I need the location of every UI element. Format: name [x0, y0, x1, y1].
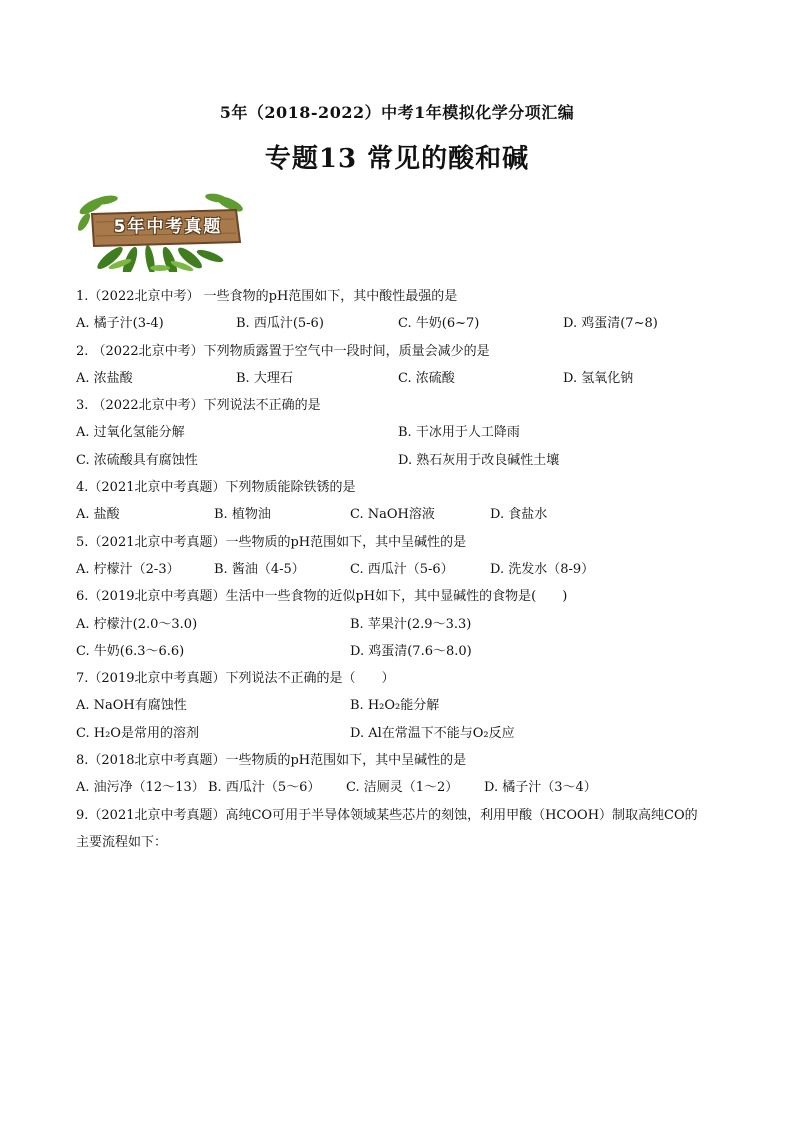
question-stem: 2. （2022北京中考）下列物质露置于空气中一段时间，质量会减少的是: [76, 343, 490, 359]
option-row: [76, 447, 726, 474]
option-b: B. 苹果汁(2.9～3.3): [350, 616, 472, 632]
option-d: D. 食盐水: [490, 507, 548, 523]
option-d: D. 氢氧化钠: [563, 370, 634, 386]
option-a: A. 橘子汁(3-4): [76, 316, 164, 332]
option-d: D. Al在常温下不能与O₂反应: [350, 725, 515, 741]
option-c: C. 浓硫酸具有腐蚀性: [76, 452, 198, 468]
option-d: D. 橘子汁（3～4）: [484, 780, 597, 796]
option-row: [76, 556, 726, 583]
document-title: 专题13 常见的酸和碱: [264, 144, 530, 174]
section-banner: [70, 192, 250, 272]
option-row: [76, 720, 726, 747]
question-stem: 8.（2018北京中考真题）一些物质的pH范围如下，其中呈碱性的是: [76, 753, 467, 769]
option-c: C. 牛奶(6.3～6.6): [76, 643, 185, 659]
option-row: [76, 365, 726, 392]
option-a: A. 过氧化氢能分解: [76, 425, 185, 441]
question-stem-continuation: 主要流程如下：: [76, 834, 168, 850]
option-row: [76, 419, 726, 446]
question-stem: 1.（2022北京中考） 一些食物的pH范围如下，其中酸性最强的是: [76, 289, 458, 304]
option-c: C. 牛奶(6~7): [398, 316, 480, 332]
option-d: D. 鸡蛋清(7.6～8.0): [350, 643, 472, 659]
document-subtitle: 5年（2018-2022）中考1年模拟化学分项汇编: [219, 103, 575, 122]
option-b: B. 植物油: [214, 507, 271, 523]
option-d: D. 洗发水（8-9）: [490, 561, 595, 577]
option-b: B. 西瓜汁（5～6）: [208, 780, 321, 796]
question-stem: 9.（2021北京中考真题）高纯CO可用于半导体领域某些芯片的刻蚀，利用甲酸（HCOOH）制取高纯CO的: [76, 807, 698, 823]
option-row: [76, 501, 726, 528]
option-b: B. H₂O₂能分解: [350, 698, 440, 714]
option-b: B. 大理石: [236, 370, 293, 386]
question-stem: 7.（2019北京中考真题）下列说法不正确的是（ ）: [76, 671, 395, 687]
option-c: C. 西瓜汁（5-6）: [350, 561, 454, 577]
option-a: A. 柠檬汁(2.0～3.0): [76, 616, 198, 632]
option-b: B. 酱油（4-5）: [214, 561, 305, 577]
question-stem: 6.（2019北京中考真题）生活中一些食物的近似pH如下，其中显碱性的食物是( ): [76, 589, 568, 605]
option-a: A. 浓盐酸: [76, 370, 133, 386]
option-d: D. 鸡蛋清(7~8): [563, 316, 658, 332]
question-stem: 5.（2021北京中考真题）一些物质的pH范围如下，其中呈碱性的是: [76, 534, 467, 550]
option-row: [76, 611, 726, 638]
banner-label: 5年中考真题: [113, 217, 223, 237]
option-row: [76, 638, 726, 665]
option-b: B. 西瓜汁(5-6): [236, 316, 324, 332]
option-c: C. H₂O是常用的溶剂: [76, 725, 199, 741]
option-b: B. 干冰用于人工降雨: [398, 425, 520, 441]
question-stem: 3. （2022北京中考）下列说法不正确的是: [76, 398, 321, 414]
option-a: A. 盐酸: [76, 507, 120, 523]
option-c: C. 浓硫酸: [398, 370, 455, 386]
option-a: A. 柠檬汁（2-3）: [76, 561, 180, 577]
option-row: [76, 774, 726, 801]
option-c: C. 洁厕灵（1～2）: [346, 780, 459, 796]
option-row: [76, 310, 726, 337]
option-a: A. 油污净（12～13）: [76, 780, 205, 796]
option-row: [76, 692, 726, 719]
option-c: C. NaOH溶液: [350, 507, 435, 523]
question-list: [76, 283, 726, 856]
option-a: A. NaOH有腐蚀性: [76, 698, 187, 714]
option-d: D. 熟石灰用于改良碱性土壤: [398, 452, 560, 468]
question-stem: 4.（2021北京中考真题）下列物质能除铁锈的是: [76, 480, 356, 496]
